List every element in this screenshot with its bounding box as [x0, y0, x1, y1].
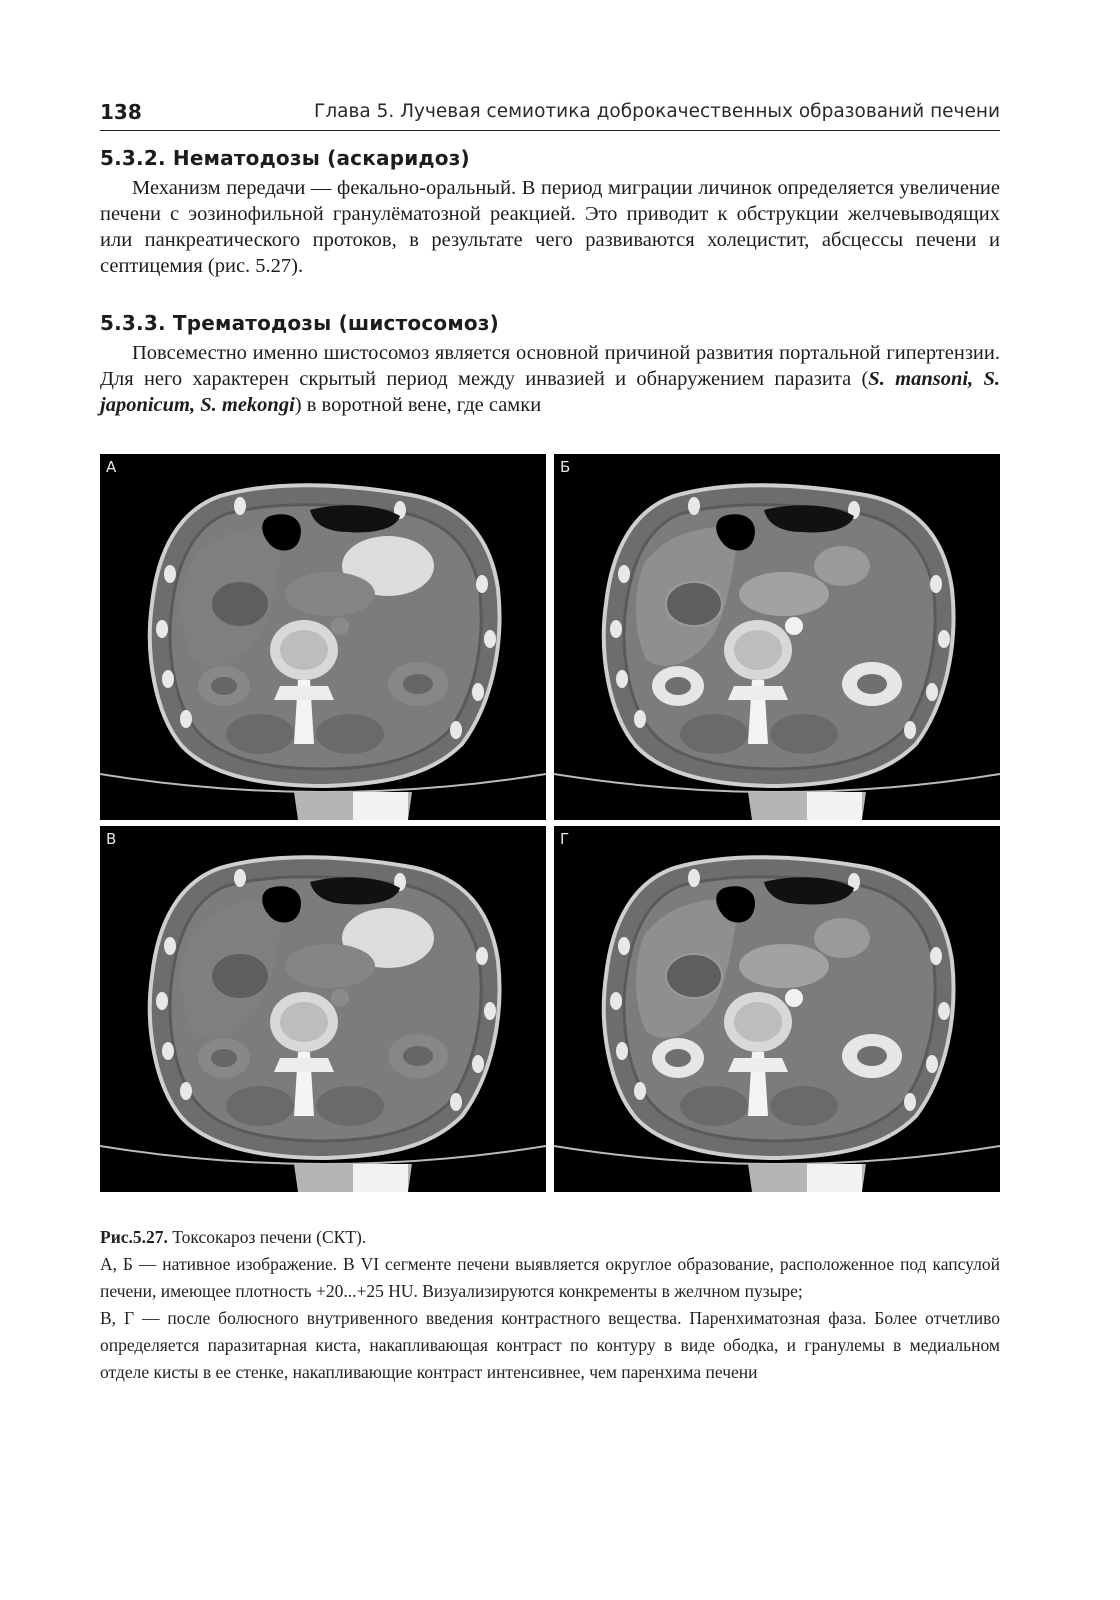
ct-rib — [234, 497, 246, 515]
ct-vertebral-body-core — [280, 1002, 328, 1042]
ct-aorta — [331, 617, 349, 635]
ct-rib — [634, 1082, 646, 1100]
caption-title-line — [100, 1224, 1000, 1251]
ct-rib — [472, 683, 484, 701]
ct-scan-image — [554, 454, 1000, 820]
ct-rib — [476, 947, 488, 965]
ct-rib — [164, 937, 176, 955]
ct-table-block-light — [807, 1164, 862, 1192]
ct-panel-v — [100, 826, 546, 1192]
figure-caption — [100, 1224, 1000, 1386]
ct-rib — [904, 721, 916, 739]
ct-vertebral-arch — [274, 686, 334, 700]
ct-vertebral-body-core — [280, 630, 328, 670]
ct-liver-cyst — [666, 582, 722, 626]
ct-panel-g — [554, 826, 1000, 1192]
ct-liver-cyst — [212, 954, 268, 998]
ct-paraspinal-muscle — [680, 714, 748, 754]
caption-description-contrast: В, Г — после болюсного внутривенного введения контрастного вещества. Паренхиматозная фаза. Более отчетливо определяется паразитарная киста, накапливающая контраст по контуру в виде ободка, и гранулемы в медиальном отделе кисты в ее стенке, накапливающие контраст интенсивнее, чем паренхима печени — [100, 1308, 1000, 1382]
ct-rib — [180, 1082, 192, 1100]
ct-rib — [164, 565, 176, 583]
ct-rib — [476, 575, 488, 593]
ct-rib — [618, 565, 630, 583]
ct-rib — [930, 575, 942, 593]
paragraph-text-start: Повсеместно именно шистосомоз является основной причиной развития портальной гипертензии. Для него характерен скрытый период между инвазией и обнаружением паразита ( — [100, 342, 1000, 390]
ct-rib — [616, 1042, 628, 1060]
ct-paraspinal-muscle — [316, 1086, 384, 1126]
paragraph — [100, 340, 1000, 418]
caption-title: Токсокароз печени (СКТ). — [167, 1227, 367, 1247]
ct-paraspinal-muscle — [770, 1086, 838, 1126]
species-names: S. mansoni, S. japonicum, S. mekongi — [100, 368, 1000, 416]
ct-table-block-light — [353, 1164, 408, 1192]
ct-vertebral-body-core — [734, 1002, 782, 1042]
ct-rib — [688, 497, 700, 515]
running-head: Глава 5. Лучевая семиотика доброкачественных образований печени — [314, 101, 1000, 122]
ct-panel-a — [100, 454, 546, 820]
section-text-ascariasis — [100, 175, 1000, 279]
ct-pancreas — [285, 944, 375, 988]
page-header — [100, 100, 1000, 131]
ct-renal-pelvis — [403, 1046, 433, 1066]
ct-rib — [450, 721, 462, 739]
ct-paraspinal-muscle — [770, 714, 838, 754]
ct-paraspinal-muscle — [316, 714, 384, 754]
ct-vertebral-arch — [274, 1058, 334, 1072]
ct-renal-pelvis — [665, 677, 691, 695]
ct-rib — [904, 1093, 916, 1111]
panel-label: В — [106, 830, 117, 848]
ct-rib — [618, 937, 630, 955]
ct-renal-pelvis — [211, 1049, 237, 1067]
ct-rib — [926, 683, 938, 701]
ct-rib — [180, 710, 192, 728]
ct-rib — [688, 869, 700, 887]
ct-renal-pelvis — [857, 674, 887, 694]
ct-rib — [450, 1093, 462, 1111]
ct-renal-pelvis — [211, 677, 237, 695]
section-heading-schistosomiasis: 5.3.3. Трематодозы (шистосомоз) — [100, 311, 499, 335]
ct-rib — [930, 947, 942, 965]
ct-rib — [156, 620, 168, 638]
ct-rib — [156, 992, 168, 1010]
ct-renal-pelvis — [403, 674, 433, 694]
ct-renal-pelvis — [857, 1046, 887, 1066]
ct-rib — [162, 670, 174, 688]
ct-rib — [162, 1042, 174, 1060]
ct-stomach — [814, 918, 870, 958]
ct-vertebral-body-core — [734, 630, 782, 670]
ct-rib — [610, 620, 622, 638]
ct-rib — [938, 1002, 950, 1020]
ct-rib — [616, 670, 628, 688]
caption-label: Рис.5.27. — [100, 1227, 168, 1247]
panel-label: Г — [560, 830, 570, 848]
caption-description-native: А, Б — нативное изображение. В VI сегменте печени выявляется округлое образование, расположенное под капсулой печени, имеющее плотность +20...+25 HU. Визуализируются конкременты в желчном пузыре; — [100, 1254, 1000, 1301]
ct-aorta — [331, 989, 349, 1007]
section-text-schistosomiasis — [100, 340, 1000, 418]
ct-liver-cyst — [212, 582, 268, 626]
panel-label: Б — [560, 458, 571, 476]
section-heading-ascariasis: 5.3.2. Нематодозы (аскаридоз) — [100, 146, 470, 170]
page-number: 138 — [100, 100, 142, 124]
ct-table-block-light — [353, 792, 408, 820]
paragraph: Механизм передачи — фекально-оральный. В период миграции личинок определяется увеличение печени с эозинофильной гранулёматозной реакцией. Это приводит к обструкции желчевыводящих или панкреатического протоков, в результате чего развиваются холецистит, абсцессы печени и септицемия (рис. 5.27). — [100, 177, 1000, 277]
figure-ct-grid — [100, 454, 1000, 1192]
ct-rib — [234, 869, 246, 887]
ct-scan-image — [554, 826, 1000, 1192]
ct-pancreas — [285, 572, 375, 616]
ct-paraspinal-muscle — [226, 1086, 294, 1126]
ct-rib — [484, 1002, 496, 1020]
ct-rib — [938, 630, 950, 648]
ct-pancreas — [739, 944, 829, 988]
ct-table-block-light — [807, 792, 862, 820]
ct-rib — [472, 1055, 484, 1073]
ct-pancreas — [739, 572, 829, 616]
ct-rib — [926, 1055, 938, 1073]
ct-scan-image — [100, 454, 546, 820]
ct-rib — [610, 992, 622, 1010]
ct-paraspinal-muscle — [226, 714, 294, 754]
panel-label: А — [106, 458, 117, 476]
ct-scan-image — [100, 826, 546, 1192]
ct-aorta — [785, 989, 803, 1007]
ct-vertebral-arch — [728, 1058, 788, 1072]
ct-aorta — [785, 617, 803, 635]
ct-panel-b — [554, 454, 1000, 820]
ct-rib — [484, 630, 496, 648]
paragraph-text-end: ) в воротной вене, где самки — [294, 394, 542, 416]
ct-renal-pelvis — [665, 1049, 691, 1067]
ct-vertebral-arch — [728, 686, 788, 700]
ct-rib — [634, 710, 646, 728]
ct-paraspinal-muscle — [680, 1086, 748, 1126]
ct-liver-cyst — [666, 954, 722, 998]
ct-stomach — [814, 546, 870, 586]
